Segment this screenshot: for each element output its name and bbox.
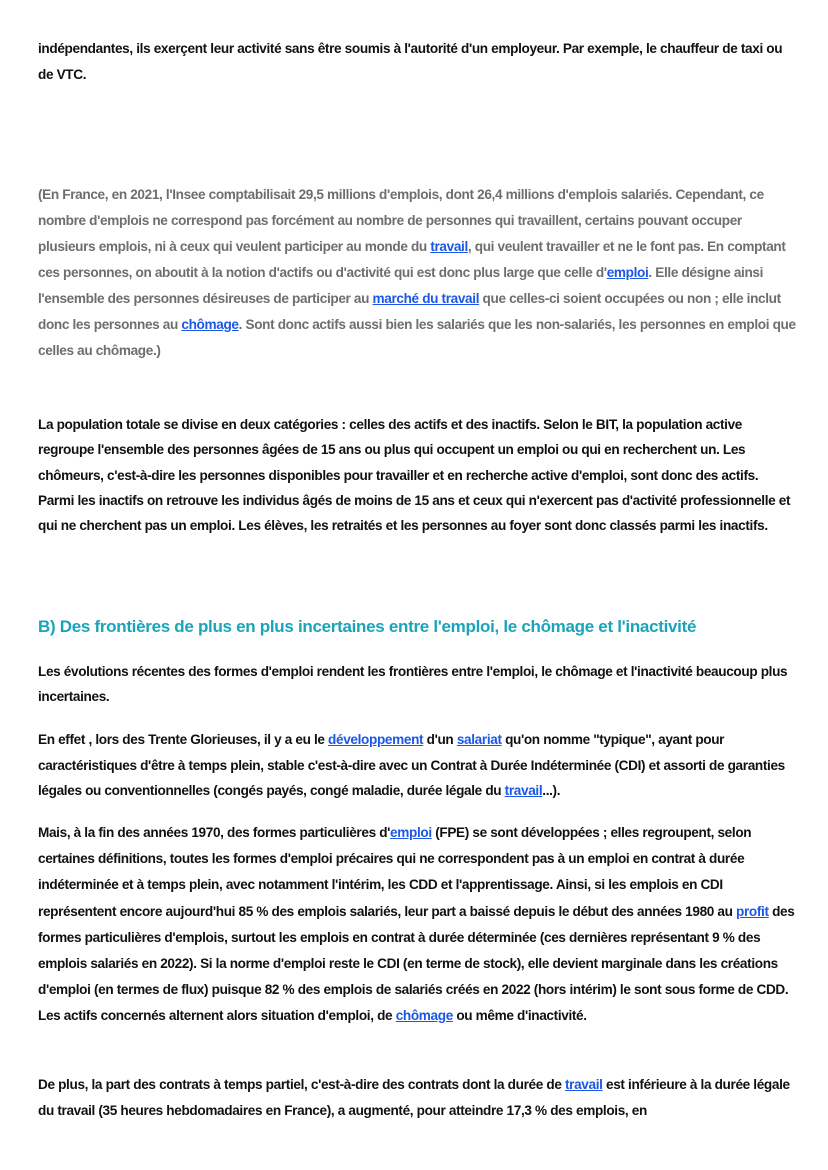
link-marche-du-travail[interactable]: marché du travail (372, 291, 480, 306)
text: De plus, la part des contrats à temps partiel, c'est-à-dire des contrats dont la durée de (38, 1077, 565, 1092)
link-chomage[interactable]: chômage (181, 317, 239, 332)
text: ...). (542, 783, 561, 798)
link-developpement[interactable]: développement (328, 732, 424, 747)
text: En effet , lors des Trente Glorieuses, il y a eu le (38, 732, 329, 747)
link-travail[interactable]: travail (430, 239, 468, 254)
paragraph-insee-note (38, 182, 796, 364)
paragraph-trente-glorieuses (38, 727, 796, 804)
text: des formes particulières d'emplois, surtout les emplois en contrat à durée déterminée (ces dernières représentant 9 % des emplois salariés en 2022). Si la norme d'emploi reste le CDI (en terme de stock), elle devient marginale dans les créations d'emploi (en termes de flux) puisque 82 % des emplois de salariés créés en 2022 (hors intérim) le sont sous forme de CDD. Les actifs concernés alternent alors situation d'emploi, de (38, 903, 795, 1024)
link-travail[interactable]: travail (504, 783, 543, 798)
text: Mais, à la fin des années 1970, des formes particulières d' (38, 825, 391, 840)
paragraph-evolutions: Les évolutions récentes des formes d'emploi rendent les frontières entre l'emploi, le chômage et l'inactivité beaucoup plus incertaines. (38, 664, 788, 704)
paragraph-population: La population totale se divise en deux catégories : celles des actifs et des inactifs. Selon le BIT, la population active regroupe l'ensemble des personnes âgées de 15 ans ou plus qui occupent un emploi ou qui en recherchent un. Les chômeurs, c'est-à-dire les personnes disponibles pour travailler et en recherche active d'emploi, sont donc des actifs. Parmi les inactifs on retrouve les individus âgés de moins de 15 ans et ceux qui n'exercent pas d'activité professionnelle et qui ne cherchent pas un emploi. Les élèves, les retraités et les personnes au foyer sont donc classés parmi les inactifs. (38, 417, 791, 534)
text: (FPE) se sont développées ; elles regroupent, selon certaines définitions, toutes les formes d'emploi précaires qui ne correspondent pas à un emploi en contrat à durée indéterminée et à temps plein, avec notamment l'intérim, les CDD et l'apprentissage. Ainsi, si les emplois en CDI représentent encore aujourd'hui 85 % des emplois salariés, leur part a baissé depuis le début des années 1980 au (38, 825, 752, 919)
link-travail[interactable]: travail (564, 1077, 603, 1092)
text: . Elle désigne ainsi l'ensemble des personnes désireuses de participer au (38, 265, 764, 306)
link-salariat[interactable]: salariat (456, 732, 502, 747)
link-chomage[interactable]: chômage (395, 1008, 453, 1024)
text: . Sont donc actifs aussi bien les salariés que les non-salariés, les personnes en emploi que celles au chômage.) (38, 317, 796, 358)
link-emploi[interactable]: emploi (390, 825, 432, 840)
paragraph-independants: indépendantes, ils exerçent leur activité sans être soumis à l'autorité d'un employeur. Par exemple, le chauffeur de taxi ou de VTC. (38, 41, 783, 82)
paragraph-fpe (38, 820, 796, 1030)
text: est inférieure à la durée légale du travail (35 heures hebdomadaires en France), a augmenté, pour atteindre 17,3 % des emplois, en (38, 1077, 790, 1118)
text: ou même d'inactivité. (452, 1008, 587, 1024)
text: que celles-ci soient occupées ou non ; elle inclut donc les personnes au (38, 291, 781, 332)
text: qu'on nomme "typique", ayant pour caractéristiques d'être à temps plein, stable c'est-à-dire avec un Contrat à Durée Indéterminée (CDI) et assorti de garanties légales ou conventionnelles (congés payés, congé maladie, durée légale du (38, 732, 785, 798)
text: d'un (423, 732, 457, 747)
link-profit[interactable]: profit (736, 903, 769, 919)
text: , qui veulent travailler et ne le font pas. En comptant ces personnes, on aboutit à la notion d'actifs ou d'activité qui est donc plus large que celle d' (38, 239, 786, 280)
paragraph-temps-partiel (38, 1072, 796, 1123)
link-emploi[interactable]: emploi (606, 265, 649, 280)
text: (En France, en 2021, l'Insee comptabilisait 29,5 millions d'emplois, dont 26,4 millions d'emplois salariés. Cependant, ce nombre d'emplois ne correspond pas forcément au nombre de personnes qui travaillent, certains pouvant occuper plusieurs emplois, ni à ceux qui veulent participer au monde du (38, 187, 764, 254)
section-heading: B) Des frontières de plus en plus incertaines entre l'emploi, le chômage et l'inactivité (38, 617, 697, 636)
